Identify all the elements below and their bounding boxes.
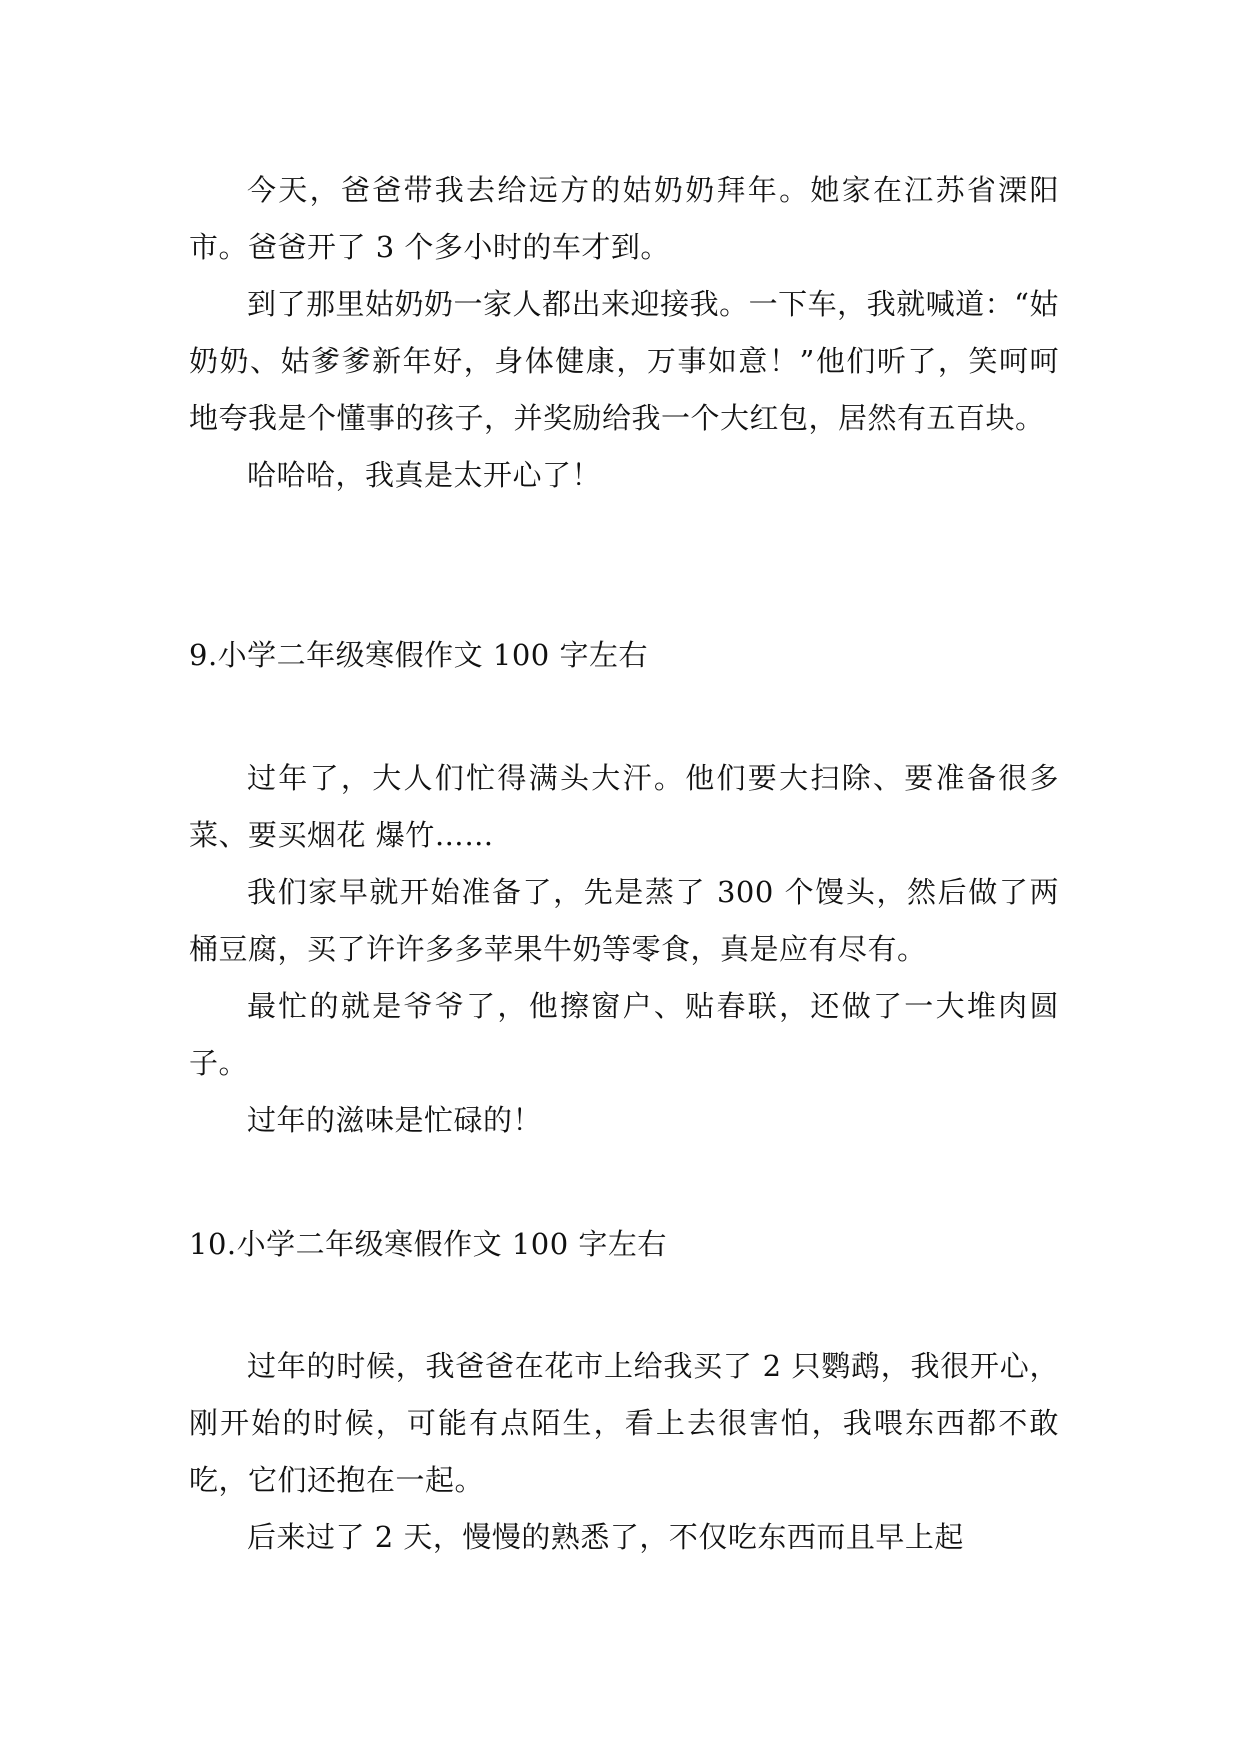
paragraph: 我们家早就开始准备了，先是蒸了 300 个馒头，然后做了两桶豆腐，买了许许多多苹果牛奶等零食，真是应有尽有。 [189, 875, 1059, 966]
paragraph: 哈哈哈，我真是太开心了！ [247, 458, 602, 492]
essay-8-body [189, 162, 1059, 504]
essay-10-heading: 10.小学二年级寒假作文 100 字左右 [189, 1227, 667, 1261]
essay-10-body [189, 1338, 1059, 1566]
essay-9-heading: 9.小学二年级寒假作文 100 字左右 [189, 638, 648, 672]
essay-9-body [189, 750, 1059, 1149]
paragraph: 到了那里姑奶奶一家人都出来迎接我。一下车，我就喊道：“姑奶奶、姑爹爹新年好，身体健康，万事如意！”他们听了，笑呵呵地夸我是个懂事的孩子，并奖励给我一个大红包，居然有五百块。 [189, 287, 1059, 435]
paragraph: 后来过了 2 天，慢慢的熟悉了，不仅吃东西而且早上起 [247, 1520, 964, 1554]
paragraph: 今天，爸爸带我去给远方的姑奶奶拜年。她家在江苏省溧阳市。爸爸开了 3 个多小时的车才到。 [189, 173, 1059, 264]
paragraph: 过年的滋味是忙碌的！ [247, 1103, 543, 1137]
paragraph: 最忙的就是爷爷了，他擦窗户、贴春联，还做了一大堆肉圆子。 [189, 989, 1059, 1080]
paragraph: 过年的时候，我爸爸在花市上给我买了 2 只鹦鹉，我很开心，刚开始的时候，可能有点陌生，看上去很害怕，我喂东西都不敢吃，它们还抱在一起。 [189, 1349, 1059, 1497]
paragraph: 过年了，大人们忙得满头大汗。他们要大扫除、要准备很多菜、要买烟花 爆竹…… [189, 761, 1059, 852]
